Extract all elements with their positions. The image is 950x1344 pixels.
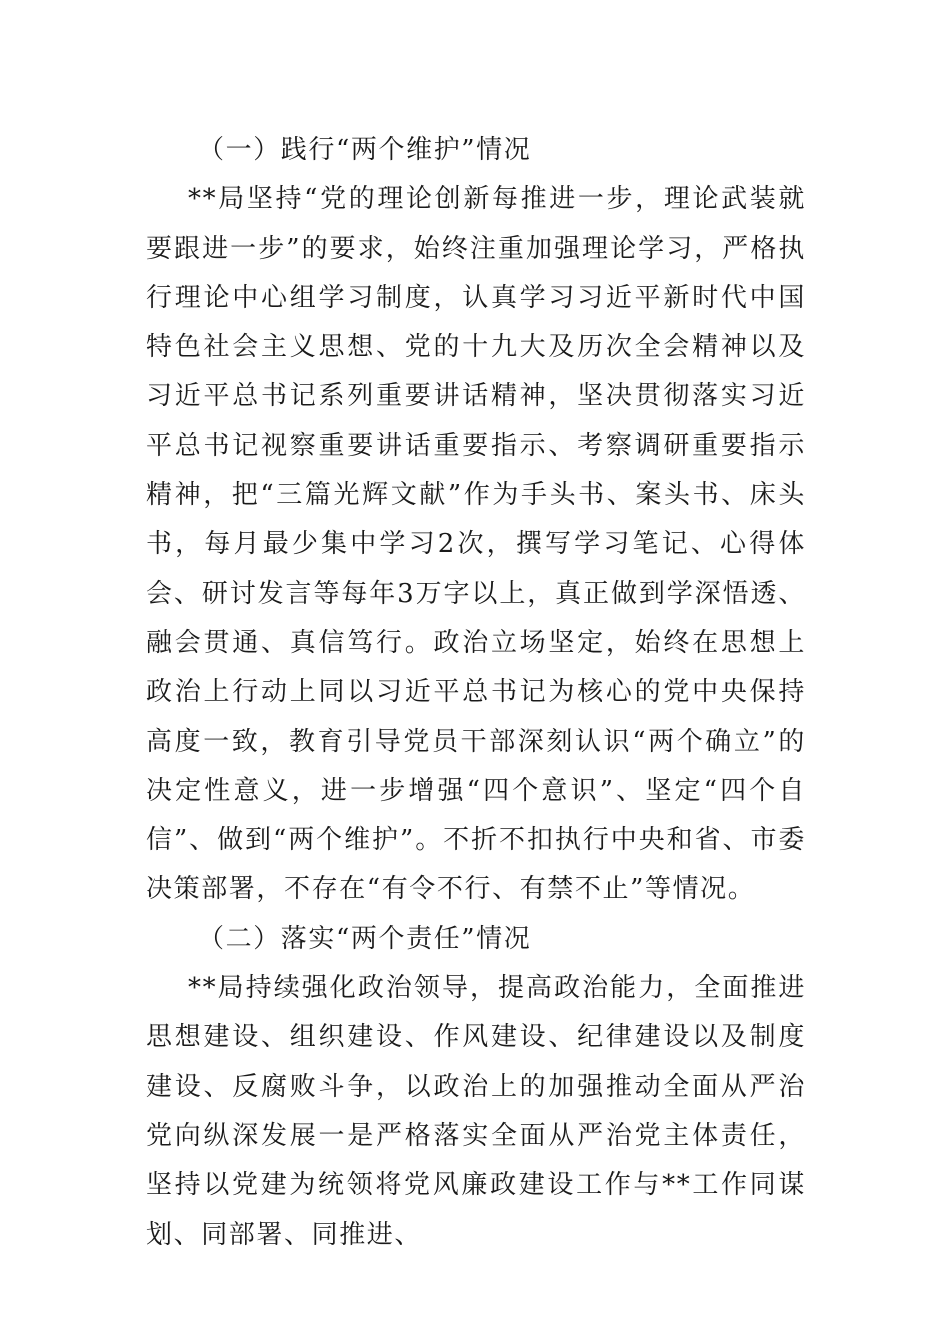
section-2-paragraph: **局持续强化政治领导，提高政治能力，全面推进思想建设、组织建设、作风建设、纪律建设以及制度建设、反腐败斗争，以政治上的加强推动全面从严治党向纵深发展一是严格落实全面从严治党主体责任，坚持以党建为统领将党风廉政建设工作与**工作同谋划、同部署、同推进、 [146, 973, 806, 1250]
section-1-paragraph: **局坚持“党的理论创新每推进一步，理论武装就要跟进一步”的要求，始终注重加强理论学习，严格执行理论中心组学习制度，认真学习习近平新时代中国特色社会主义思想、党的十九大及历次全会精神以及习近平总书记系列重要讲话精神，坚决贯彻落实习近平总书记视察重要讲话重要指示、考察调研重要指示精神，把“三篇光辉文献”作为手头书、案头书、床头书，每月最少集中学习2次，撰写学习笔记、心得体会、研讨发言等每年3万字以上，真正做到学深悟透、融会贯通、真信笃行。政治立场坚定，始终在思想上政治上行动上同以习近平总书记为核心的党中央保持高度一致，教育引导党员干部深刻认识“两个确立”的决定性意义，进一步增强“四个意识”、坚定“四个自信”、做到“两个维护”。不折不扣执行中央和省、市委决策部署，不存在“有令不行、有禁不止”等情况。 [146, 184, 806, 905]
section-1-heading: （一）践行“两个维护”情况 [198, 135, 532, 165]
document-body [146, 126, 806, 1260]
section-2-heading: （二）落实“两个责任”情况 [198, 923, 532, 954]
